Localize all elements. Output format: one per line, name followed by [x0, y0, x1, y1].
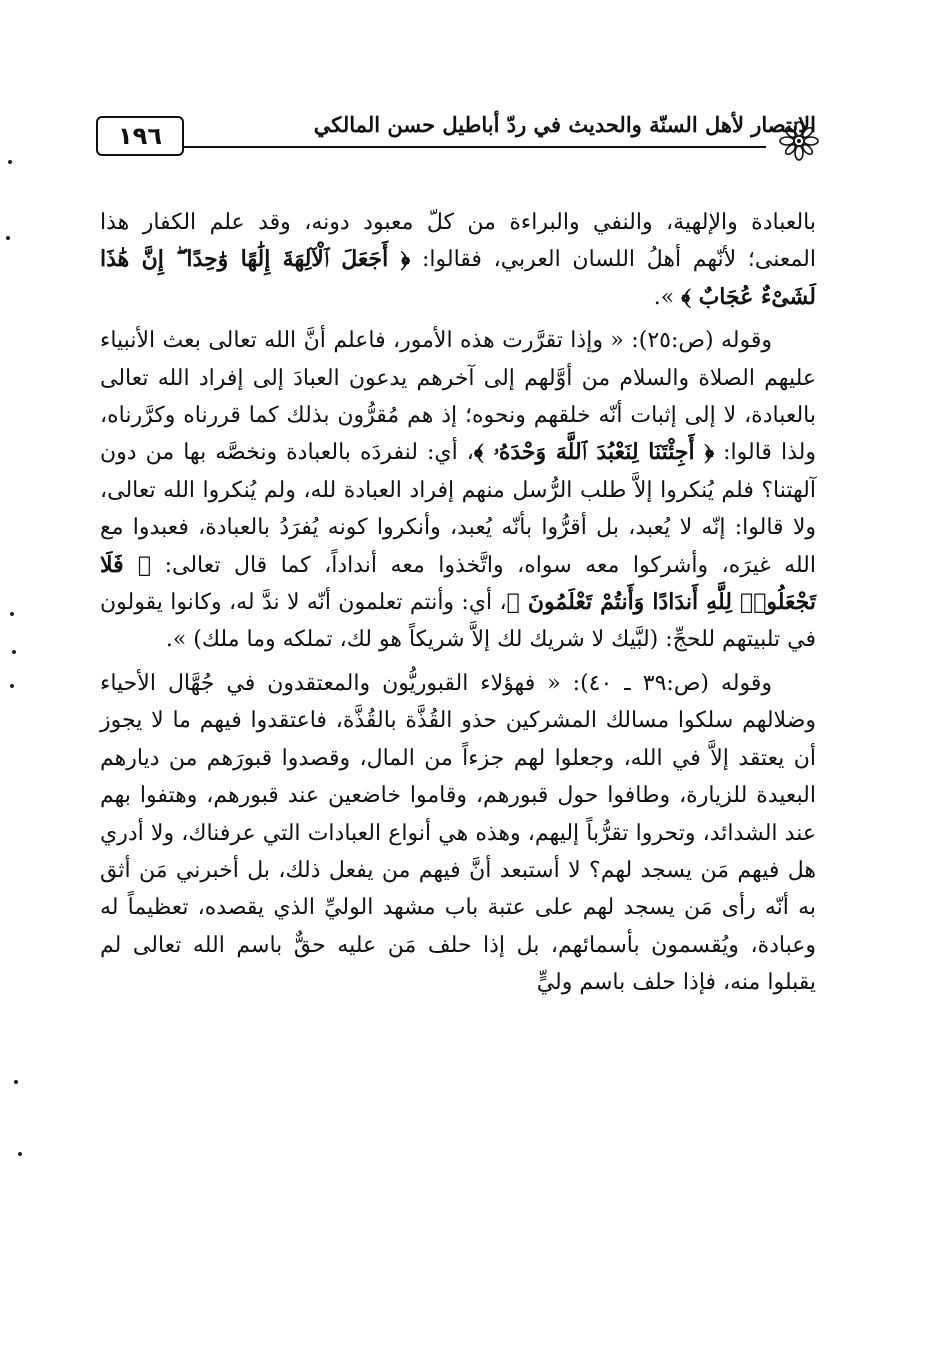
quran-verse: ﴿ أَجِئْتَنَا لِنَعْبُدَ ٱللَّهَ وَحْدَهُۥ ﴾	[473, 439, 715, 466]
scan-speck	[10, 612, 14, 616]
page-number: ١٩٦	[96, 116, 184, 156]
paragraph-quote-p39-40	[100, 665, 816, 1002]
text-segment: ».	[653, 284, 682, 310]
quran-verse: ﴿ فَلَا تَجْعَلُوا۟ لِلَّهِ أَندَادًا وَأَنتُمْ تَعْلَمُونَ ﴾	[100, 551, 816, 616]
paragraph-quote-p25	[100, 322, 816, 659]
text-segment: ، أي: لنفردَه بالعبادة ونخصَّه بها من دون آلهتنا؟ فلم يُنكروا إلاَّ طلب الرُّسل منهم إفراد العبادة لله، ولم يُنكروا الله تعالى، ولا قالوا: إنّه لا يُعبد، بل أقرُّوا بأنّه يُعبد، وأنكروا كونه يُفرَدُ بالعبادة، فعبدوا مع الله غيرَه، وأشركوا معه سواه، واتَّخذوا معه أنداداً، كما قال تعالى:	[100, 440, 816, 578]
text-segment: ، أي: وأنتم تعلمون أنّه لا ندَّ له، وكانوا يقولون في تلبيتهم للحجِّ: (لبَّيك لا شريك لك إلاَّ شريكاً هو لك، تملكه وما ملك) ».	[100, 590, 816, 653]
paragraph-continuation	[100, 204, 816, 316]
quran-verse: ﴿ أَجَعَلَ ٱلْآلِهَةَ إِلَٰهًا وَٰحِدًا ۖ إِنَّ هَٰذَا لَشَىْءٌ عُجَابٌ ﴾	[100, 246, 816, 310]
scan-speck	[6, 236, 10, 240]
running-header	[96, 108, 816, 160]
scan-speck	[10, 684, 14, 688]
text-segment: بالعبادة والإلهية، والنفي والبراءة من كلّ معبود دونه، وقد علم الكفار هذا المعنى؛ لأنّهم أهلُ اللسان العربي، فقالوا:	[100, 210, 817, 273]
body-text	[100, 204, 816, 1008]
scan-speck	[8, 160, 12, 164]
scan-speck	[18, 1152, 22, 1156]
text-segment: وقوله (ص:٢٥): « وإذا تقرَّرت هذه الأمور، فاعلم أنَّ الله تعالى بعث الأنبياء عليهم الصلاة والسلام من أوَّلهم إلى آخرهم يدعون العبادَ إلى إفراد الله تعالى بالعبادة، لا إلى إثبات أنّه خلقهم ونحوه؛ إذ هم مُقرُّون بذلك كما قررناه وكرَّرناه، ولذا قالوا:	[100, 328, 816, 466]
scan-speck	[14, 1080, 18, 1084]
flower-ornament-icon	[778, 120, 820, 162]
scan-speck	[12, 650, 16, 654]
text-segment: وقوله (ص:٣٩ ـ ٤٠): « فهؤلاء القبوريُّون والمعتقدون في جُهَّال الأحياء وضلالهم سلكوا مسالك المشركين حذو القُذَّة بالقُذَّة، فاعتقدوا فيهم ما لا يجوز أن يعتقد إلاَّ في الله، وجعلوا لهم جزءاً من المال، وقصدوا قبورَهم من ديارهم البعيدة للزيارة، وطافوا حول قبورهم، وقاموا خاضعين عند قبورهم، وهتفوا بهم عند الشدائد، وتحروا تقرُّباً إليهم، وهذه هي أنواع العبادات التي عرفناك، ولا أدري هل فيهم مَن يسجد لهم؟ لا أستبعد أنَّ فيهم من يفعل ذلك، بل أخبرني مَن أثق به أنّه رأى مَن يسجد لهم على عتبة باب مشهد الوليِّ الذي يقصده، تعظيماً له وعبادة، ويُقسمون بأسمائهم، بل إذا حلف مَن عليه حقٌّ باسم الله تعالى لم يقبلوا منه، فإذا حلف باسم وليٍّ	[100, 670, 816, 996]
book-title: الانتصار لأهل السنّة والحديث في ردّ أباطيل حسن المالكي	[313, 112, 816, 137]
header-rule	[96, 146, 766, 148]
